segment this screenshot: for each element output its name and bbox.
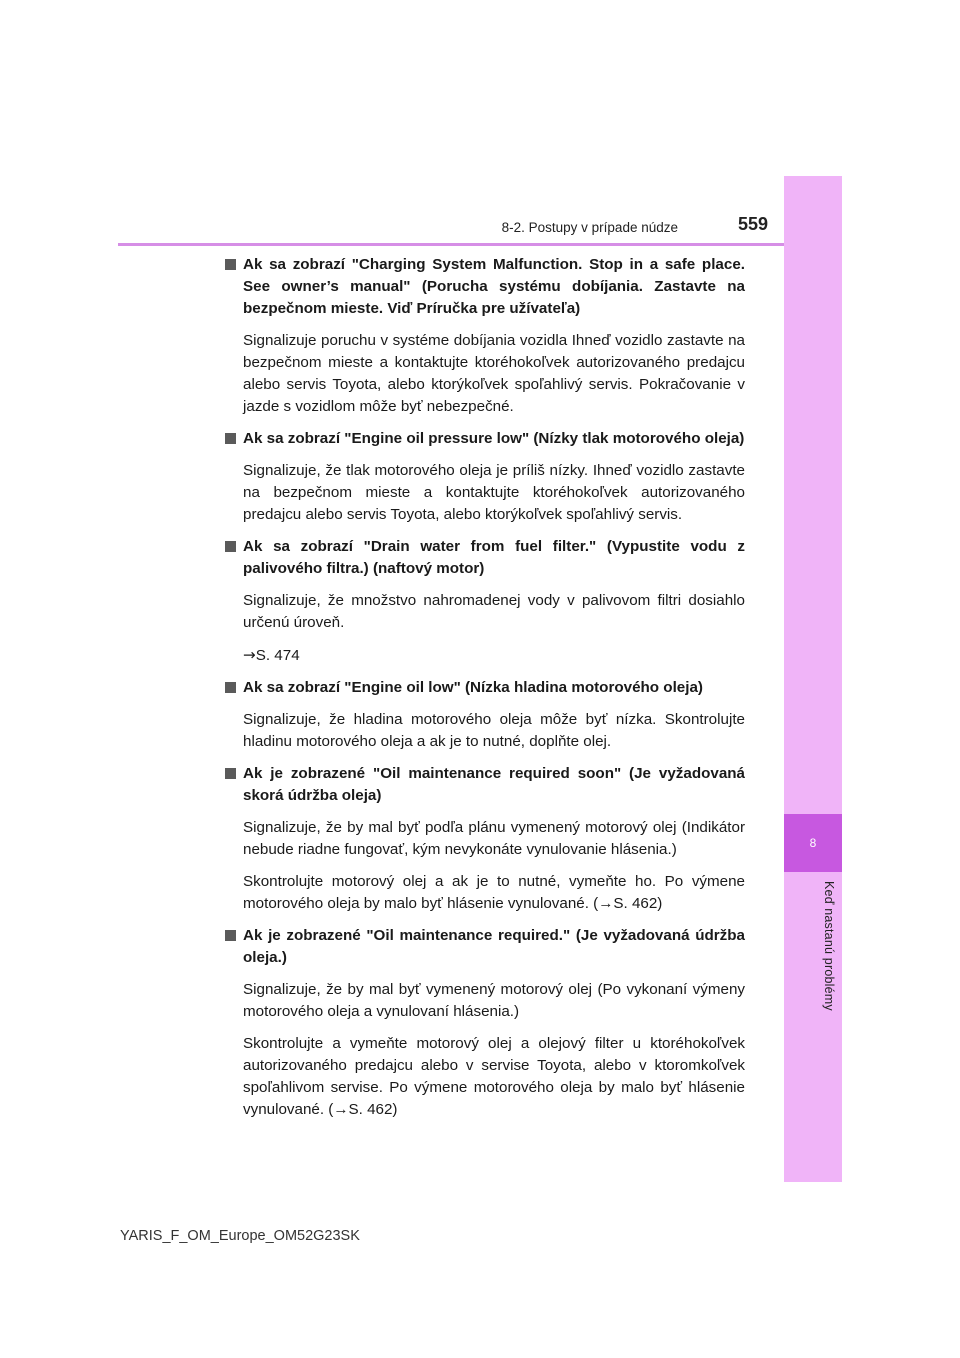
- item-paragraph: Signalizuje, že množstvo nahromadenej vody v palivovom filtri dosiahlo určenú úroveň.: [243, 592, 745, 631]
- item-heading-text: Ak je zobrazené "Oil maintenance required soon" (Je vyžadovaná skorá údržba oleja): [243, 765, 745, 804]
- square-bullet-icon: [225, 682, 236, 693]
- chapter-number-box: [784, 814, 842, 872]
- item-heading: [224, 925, 745, 969]
- footer-document-id: YARIS_F_OM_Europe_OM52G23SK: [120, 1228, 360, 1244]
- item-heading: [224, 428, 745, 450]
- item-paragraph: Signalizuje, že by mal byť vymenený motorový olej (Po vykonaní výmeny motorového oleja a vynulovaní hlásenia.): [243, 981, 745, 1020]
- item-heading-text: Ak sa zobrazí "Engine oil pressure low" (Nízky tlak motorového oleja): [243, 430, 745, 447]
- item-heading: [224, 677, 745, 699]
- item-paragraph: Skontrolujte a vymeňte motorový olej a olejový filter u ktoréhokoľvek autorizovaného predajcu alebo v servise Toyota, alebo v ktoromkoľvek spoľahlivom servise. Po výmene motorového oleja by malo byť hlásenie vynulované. (→S. 462): [243, 1035, 745, 1118]
- chapter-side-tab: [784, 176, 842, 1182]
- item-paragraph: Signalizuje poruchu v systéme dobíjania vozidla Ihneď vozidlo zastavte na bezpečnom mieste a kontaktujte ktoréhokoľvek autorizovaného predajcu alebo servis Toyota, alebo ktorýkoľvek spoľahlivý servis. Pokračovanie v jazde s vozidlom môže byť nebezpečné.: [243, 332, 745, 415]
- item-paragraph: Signalizuje, že hladina motorového oleja môže byť nízka. Skontrolujte hladinu motorového oleja a ak je to nutné, doplňte olej.: [243, 711, 745, 750]
- page-reference: [224, 644, 745, 667]
- page-number: 559: [738, 214, 769, 234]
- item-heading-text: Ak sa zobrazí "Engine oil low" (Nízka hladina motorového oleja): [243, 679, 703, 696]
- arrow-right-icon: →: [243, 646, 256, 664]
- square-bullet-icon: [225, 433, 236, 444]
- item-heading-text: Ak je zobrazené "Oil maintenance required." (Je vyžadovaná údržba oleja.): [243, 927, 745, 966]
- item-paragraph: Signalizuje, že tlak motorového oleja je príliš nízky. Ihneď vozidlo zastavte na bezpečnom mieste a kontaktujte ktoréhokoľvek autorizovaného predajcu alebo servis Toyota, alebo ktorýkoľvek spoľahlivý servis.: [243, 462, 745, 523]
- item-paragraph: Skontrolujte motorový olej a ak je to nutné, vymeňte ho. Po výmene motorového oleja by malo byť hlásenie vynulované. (→S. 462): [243, 873, 745, 912]
- square-bullet-icon: [225, 541, 236, 552]
- page-content: [224, 254, 745, 1131]
- square-bullet-icon: [225, 259, 236, 270]
- item-heading-text: Ak sa zobrazí "Charging System Malfunction. Stop in a safe place. See owner’s manual" (Porucha systému dobíjania. Zastavte na bezpečnom mieste. Viď Príručka pre užívateľa): [243, 256, 745, 317]
- header-rule: [118, 243, 784, 246]
- chapter-title: Keď nastanú problémy: [822, 881, 836, 1011]
- item-heading: [224, 763, 745, 807]
- header-section-title: 8-2. Postupy v prípade núdze: [501, 220, 678, 235]
- item-heading-text: Ak sa zobrazí "Drain water from fuel filter." (Vypustite vodu z palivového filtra.) (naftový motor): [243, 538, 745, 577]
- item-heading: [224, 254, 745, 320]
- square-bullet-icon: [225, 930, 236, 941]
- item-heading: [224, 536, 745, 580]
- page-reference-link[interactable]: S. 474: [255, 647, 300, 664]
- chapter-number: 8: [809, 836, 817, 850]
- item-paragraph: Signalizuje, že by mal byť podľa plánu vymenený motorový olej (Indikátor nebude riadne fungovať, kým nevykonáte vynulovanie hlásenia.): [243, 819, 745, 858]
- square-bullet-icon: [225, 768, 236, 779]
